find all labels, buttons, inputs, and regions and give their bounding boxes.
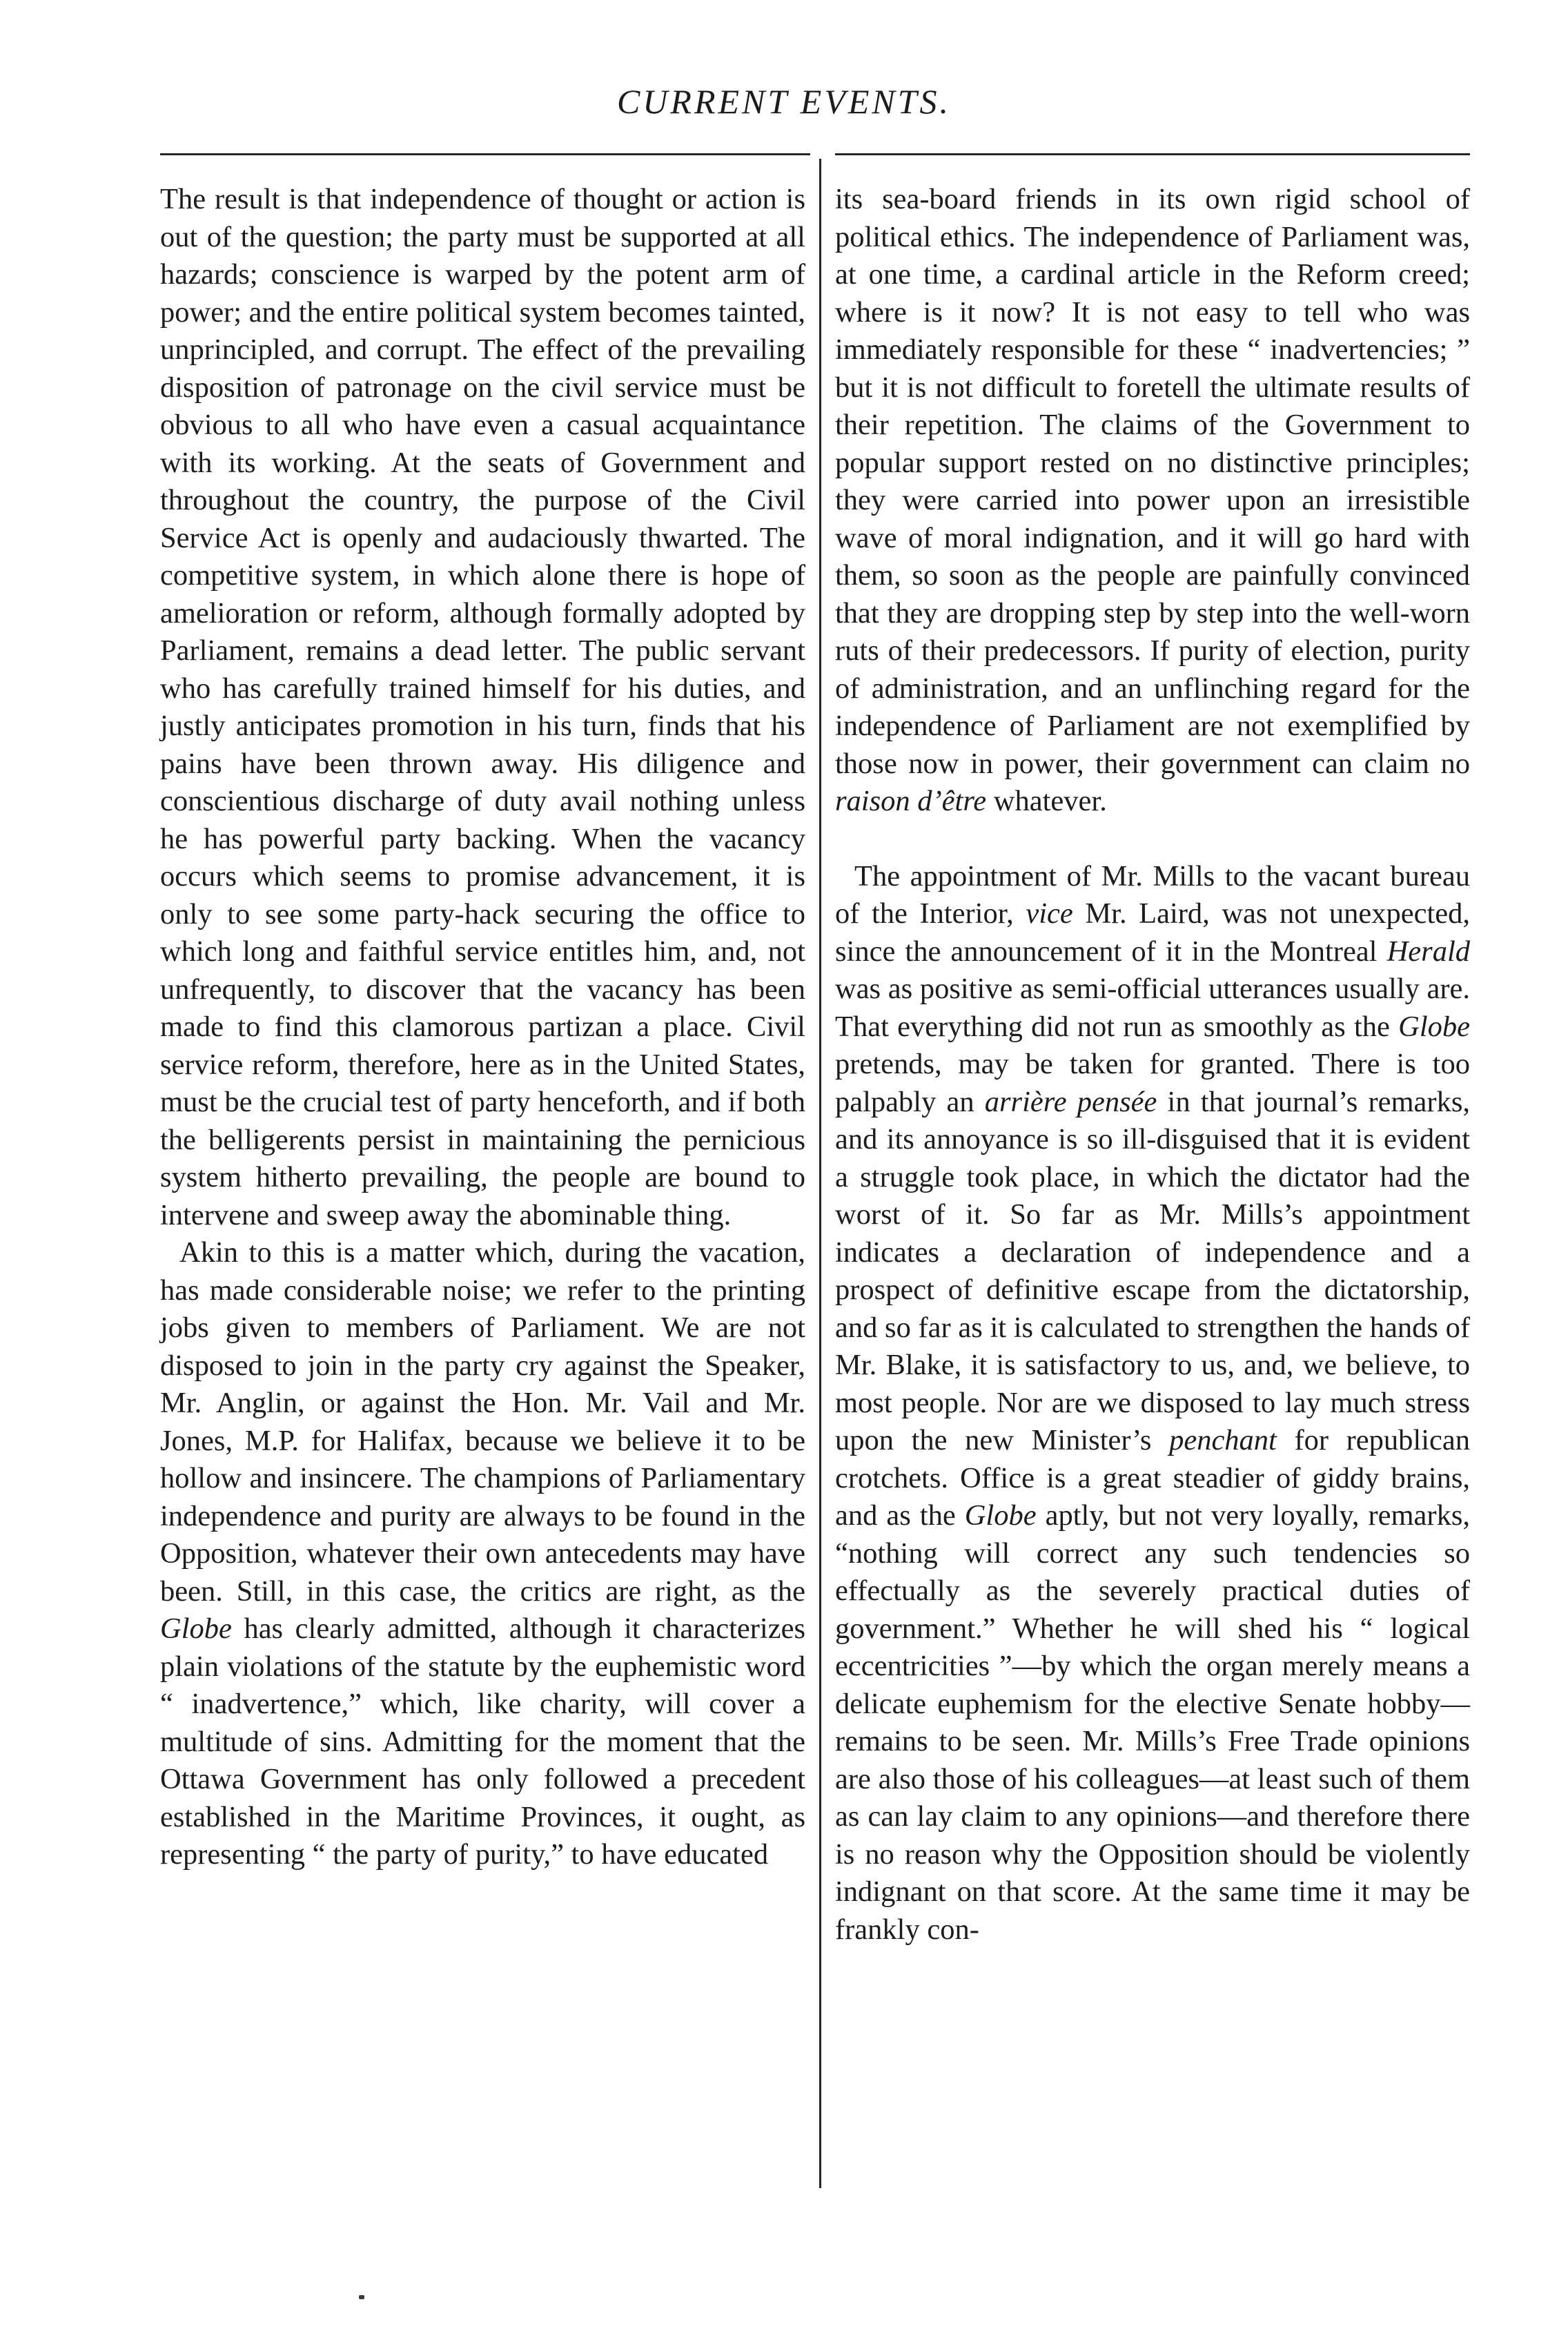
mills-appointment-paragraph: The appointment of Mr. Mills to the vacant bureau of the Interior, vice Mr. Laird, was not unexpected, since the announcement of it in the Montreal Herald was as positive as semi-official utterances usually are. That everything did not run as smoothly as the Globe pretends, may be taken for granted. There is too palpably an arrière pensée in that journal’s remarks, and its annoyance is so ill-disguised that it is evident a struggle took place, in which the dictator had the worst of it. So far as Mr. Mills’s appointment indicates a declaration of independence and a prospect of definitive escape from the dictatorship, and so far as it is calculated to strengthen the hands of Mr. Blake, it is satisfactory to us, and, we believe, to most people. Nor are we disposed to lay much stress upon the new Minister’s penchant for republican crotchets. Office is a great steadier of giddy brains, and as the Globe aptly, but not very loyally, remarks, “nothing will correct any such tendencies so effectually as the severely practical duties of government.” Whether he will shed his “ logical eccentricities ”—by which the organ merely means a delicate euphemism for the elective Senate hobby—remains to be seen. Mr. Mills’s Free Trade opinions are also those of his colleagues—at least such of them as can lay claim to any opinions—and therefore there is no reason why the Opposition should be violently indignant on that score. At the same time it may be frankly con- <box>835 859 1471 1946</box>
continued-paragraph: its sea-board friends in its own rigid school of political ethics. The independence of Parliament was, at one time, a cardinal article in the Reform creed; where is it now? It is not easy to tell who was immediately responsible for these “ inadvertencies; ” but it is not difficult to foretell the ultimate results of their repetition. The claims of the Government to popular support rested on no distinctive principles; they were carried into power upon an irresistible wave of moral indignation, and it will go hard with them, so soon as the people are painfully convinced that they are dropping step by step into the well-worn ruts of their predecessors. If purity of election, purity of administration, and an unflinching regard for the independence of Parliament are not exemplified by those now in power, their government can claim no raison d’être whatever. <box>835 183 1470 817</box>
running-head: CURRENT EVENTS. <box>616 82 952 121</box>
print-speck <box>359 2295 364 2299</box>
column-divider <box>819 159 821 2188</box>
header-rule-left <box>160 153 810 155</box>
header-rule-right <box>835 153 1470 155</box>
printing-jobs-paragraph: Akin to this is a matter which, during the vacation, has made considerable noise; we refer to the printing jobs given to members of Parliament. We are not disposed to join in the party cry against the Speaker, Mr. Anglin, or against the Hon. Mr. Vail and Mr. Jones, M.P. for Halifax, because we believe it to be hollow and insincere. The champions of Parliamentary independence and purity are always to be found in the Opposition, whatever their own antecedents may have been. Still, in this case, the critics are right, as the Globe has clearly admitted, although it characterizes plain violations of the statute by the euphemistic word “ inadvertence,” which, like charity, will cover a multitude of sins. Admitting for the moment that the Ottawa Government has only followed a precedent established in the Maritime Provinces, it ought, as representing “ the party of purity,” to have educated <box>160 1236 805 1871</box>
civil-service-paragraph: The result is that independence of thought or action is out of the question; the party must be supported at all hazards; conscience is warped by the potent arm of power; and the entire political system becomes tainted, unprincipled, and corrupt. The effect of the prevailing disposition of patronage on the civil service must be obvious to all who have even a casual acquaintance with its working. At the seats of Government and throughout the country, the purpose of the Civil Service Act is openly and audaciously thwarted. The competitive system, in which alone there is hope of amelioration or reform, although formally adopted by Parliament, remains a dead letter. The public servant who has carefully trained himself for his duties, and justly anticipates promotion in his turn, finds that his pains have been thrown away. His diligence and conscientious discharge of duty avail nothing unless he has powerful party backing. When the vacancy occurs which seems to promise advancement, it is only to see some party-hack securing the office to which long and faithful service entitles him, and, not unfrequently, to discover that the vacancy has been made to find this clamorous partizan a place. Civil service reform, therefore, here as in the United States, must be the crucial test of party henceforth, and if both the belligerents persist in maintaining the pernicious system hitherto prevailing, the people are bound to intervene and sweep away the abominable thing. <box>160 183 805 1231</box>
left-column <box>160 181 805 1874</box>
right-column <box>835 181 1470 1949</box>
